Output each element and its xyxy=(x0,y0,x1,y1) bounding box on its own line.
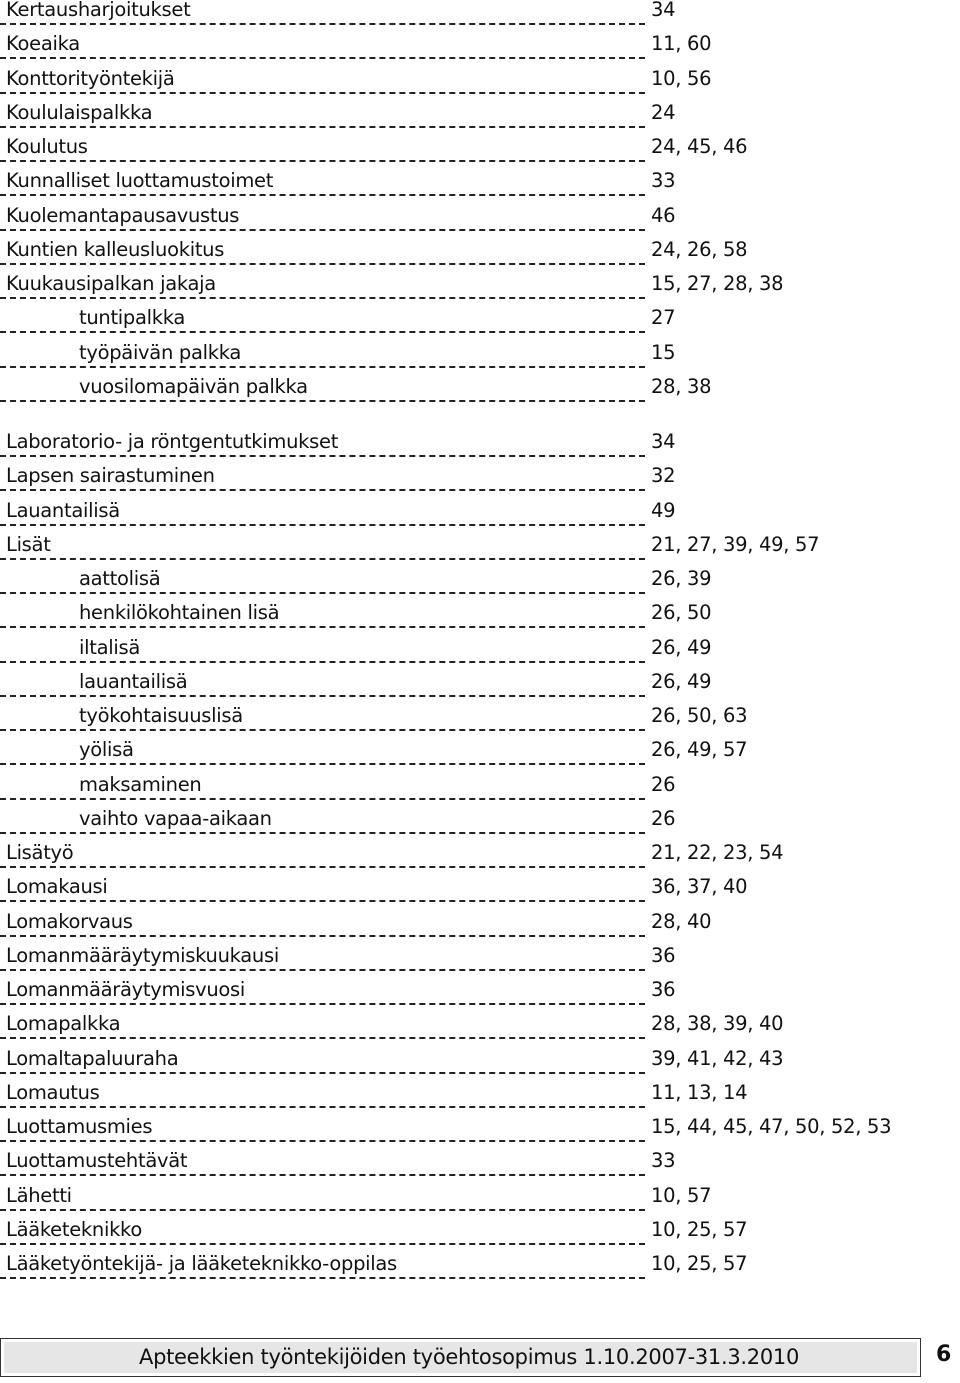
dashed-rule xyxy=(0,489,645,491)
index-entry xyxy=(0,171,960,205)
index-page-numbers: 33 xyxy=(651,169,676,193)
dashed-rule xyxy=(0,1140,645,1142)
index-term: Lomanmääräytymiskuukausi xyxy=(6,943,279,967)
index-term: Kuukausipalkan jakaja xyxy=(6,272,216,295)
index-term: Koeaika xyxy=(6,32,80,56)
index-page-numbers: 34 xyxy=(651,0,676,21)
index-page-numbers: 15 xyxy=(651,340,676,364)
dashed-rule xyxy=(0,1003,645,1005)
index-subentry xyxy=(0,706,960,740)
index-page-numbers: 28, 38, 39, 40 xyxy=(651,1012,784,1036)
index-page-numbers: 28, 40 xyxy=(651,909,712,933)
index-page-numbers: 24 xyxy=(651,100,676,124)
index-term: Kuntien kalleusluokitus xyxy=(6,237,225,261)
dashed-rule xyxy=(0,297,645,299)
index-page-numbers: 21, 22, 23, 54 xyxy=(651,841,784,864)
index-page-numbers: 10, 25, 57 xyxy=(651,1252,748,1275)
index-term: aattolisä xyxy=(79,567,161,590)
index-page-numbers: 34 xyxy=(651,430,676,453)
index-entry xyxy=(0,1080,960,1117)
index-page-numbers: 36 xyxy=(651,978,676,1001)
dashed-rule xyxy=(0,331,645,333)
index-entry xyxy=(0,34,960,68)
index-term: maksaminen xyxy=(79,772,202,796)
dashed-rule xyxy=(0,1243,645,1245)
index-entry xyxy=(0,1151,960,1185)
index-entry xyxy=(0,532,960,569)
dashed-rule xyxy=(0,763,645,765)
dashed-rule xyxy=(0,400,645,402)
index-page-numbers: 10, 56 xyxy=(651,66,712,90)
index-page-numbers: 26, 49 xyxy=(651,635,712,659)
index-page-numbers: 24, 26, 58 xyxy=(651,237,748,261)
index-page-numbers: 26 xyxy=(651,772,676,796)
index-entry xyxy=(0,1254,960,1288)
index-page-numbers: 26, 50 xyxy=(651,601,712,625)
dashed-rule xyxy=(0,900,645,902)
index-page-numbers: 26 xyxy=(651,806,676,830)
index-page-numbers: 39, 41, 42, 43 xyxy=(651,1046,784,1070)
index-page-numbers: 26, 50, 63 xyxy=(651,704,748,727)
dashed-rule xyxy=(0,160,645,162)
index-entry xyxy=(0,1014,960,1048)
index-entry xyxy=(0,1217,960,1254)
index-entry xyxy=(0,1046,960,1083)
index-term: vaihto vapaa-aikaan xyxy=(79,806,272,830)
index-page-numbers: 26, 49, 57 xyxy=(651,738,748,762)
index-term: Lisät xyxy=(6,532,51,556)
index-term: Kunnalliset luottamustoimet xyxy=(6,169,274,193)
index-subentry xyxy=(0,669,960,706)
index-page-numbers: 26, 49 xyxy=(651,669,712,693)
dashed-rule xyxy=(0,92,645,94)
dashed-rule xyxy=(0,23,645,25)
index-entry xyxy=(0,137,960,171)
index-page-numbers: 46 xyxy=(651,203,676,227)
index-term: henkilökohtainen lisä xyxy=(79,601,280,625)
index-term: Lomaltapaluuraha xyxy=(6,1046,179,1070)
dashed-rule xyxy=(0,969,645,971)
dashed-rule xyxy=(0,832,645,834)
index-term: Lääketyöntekijä- ja lääketeknikko-oppilas xyxy=(6,1252,397,1275)
dashed-rule xyxy=(0,263,645,265)
dashed-rule xyxy=(0,524,645,526)
index-page-numbers: 10, 57 xyxy=(651,1183,712,1207)
index-page-numbers: 11, 60 xyxy=(651,32,712,56)
index-page-numbers: 27 xyxy=(651,306,676,330)
index-page-numbers: 24, 45, 46 xyxy=(651,135,748,158)
index-page-numbers: 36 xyxy=(651,943,676,967)
index-term: Lomanmääräytymisvuosi xyxy=(6,978,246,1001)
index-term: Lähetti xyxy=(6,1183,72,1207)
dashed-rule xyxy=(0,695,645,697)
index-term: Kuolemantapausavustus xyxy=(6,203,240,227)
dashed-rule xyxy=(0,866,645,868)
index-page-numbers: 21, 27, 39, 49, 57 xyxy=(651,532,820,556)
index-subentry xyxy=(0,740,960,774)
index-entry xyxy=(0,980,960,1014)
dashed-rule xyxy=(0,592,645,594)
index-term: Lomautus xyxy=(6,1080,100,1104)
footer-banner xyxy=(0,1338,921,1377)
index-subentry xyxy=(0,308,960,342)
index-term: Lääketeknikko xyxy=(6,1217,142,1241)
index-subentry xyxy=(0,340,960,377)
footer-title: Apteekkien työntekijöiden työehtosopimus 1.10.2007-31.3.2010 xyxy=(139,1345,800,1369)
dashed-rule xyxy=(0,1209,645,1211)
index-term: Lauantailisä xyxy=(6,498,120,522)
index-entry xyxy=(0,498,960,535)
index-entry xyxy=(0,1117,960,1151)
dashed-rule xyxy=(0,558,645,560)
index-term: Koulutus xyxy=(6,135,88,158)
dashed-rule xyxy=(0,798,645,800)
index-page-numbers: 49 xyxy=(651,498,676,522)
index-subentry xyxy=(0,772,960,809)
index-subentry xyxy=(0,569,960,603)
index-entry xyxy=(0,877,960,911)
index-subentry xyxy=(0,635,960,672)
index-entry xyxy=(0,0,960,34)
dashed-rule xyxy=(0,1277,645,1279)
index-page-numbers: 28, 38 xyxy=(651,374,712,398)
index-entry xyxy=(0,432,960,466)
index-page-numbers: 15, 27, 28, 38 xyxy=(651,272,784,295)
index-term: työkohtaisuuslisä xyxy=(79,704,243,727)
index-subentry xyxy=(0,603,960,637)
dashed-rule xyxy=(0,1174,645,1176)
dashed-rule xyxy=(0,455,645,457)
index-term: Lapsen sairastuminen xyxy=(6,464,215,488)
index-page-numbers: 11, 13, 14 xyxy=(651,1080,748,1104)
index-entry xyxy=(0,943,960,980)
index-term: Laboratorio- ja röntgentutkimukset xyxy=(6,430,339,453)
index-entry xyxy=(0,237,960,274)
index-term: Lomapalkka xyxy=(6,1012,121,1036)
index-entry xyxy=(0,203,960,240)
index-term: Kertausharjoitukset xyxy=(6,0,191,21)
index-entry xyxy=(0,100,960,137)
index-page-numbers: 10, 25, 57 xyxy=(651,1217,748,1241)
dashed-rule xyxy=(0,661,645,663)
index-page-numbers: 36, 37, 40 xyxy=(651,875,748,899)
index-page-numbers: 15, 44, 45, 47, 50, 52, 53 xyxy=(651,1115,892,1138)
index-term: työpäivän palkka xyxy=(79,340,242,364)
index-entry xyxy=(0,274,960,308)
index-page-numbers: 26, 39 xyxy=(651,567,712,590)
index-term: tuntipalkka xyxy=(79,306,186,330)
index-term: Lomakausi xyxy=(6,875,108,899)
index-page-numbers: 32 xyxy=(651,464,676,488)
index-term: iltalisä xyxy=(79,635,140,659)
dashed-rule xyxy=(0,366,645,368)
index-page-numbers: 33 xyxy=(651,1149,676,1173)
index-section-l xyxy=(0,432,960,1288)
index-entry xyxy=(0,909,960,946)
index-term: Koululaispalkka xyxy=(6,100,153,124)
index-term: vuosilomapäivän palkka xyxy=(79,374,308,398)
index-subentry xyxy=(0,374,960,411)
index-term: Lomakorvaus xyxy=(6,909,133,933)
index-section-k xyxy=(0,0,960,411)
index-entry xyxy=(0,843,960,877)
dashed-rule xyxy=(0,126,645,128)
dashed-rule xyxy=(0,1106,645,1108)
dashed-rule xyxy=(0,935,645,937)
index-term: Konttorityöntekijä xyxy=(6,66,175,90)
index-term: yölisä xyxy=(79,738,134,762)
index-term: Lisätyö xyxy=(6,841,74,864)
index-term: lauantailisä xyxy=(79,669,188,693)
page-number: 6 xyxy=(936,1342,952,1367)
dashed-rule xyxy=(0,1072,645,1074)
dashed-rule xyxy=(0,729,645,731)
index-term: Luottamustehtävät xyxy=(6,1149,188,1173)
index-term: Luottamusmies xyxy=(6,1115,153,1138)
index-entry xyxy=(0,466,960,500)
dashed-rule xyxy=(0,194,645,196)
dashed-rule xyxy=(0,229,645,231)
index-subentry xyxy=(0,806,960,843)
dashed-rule xyxy=(0,626,645,628)
dashed-rule xyxy=(0,57,645,59)
dashed-rule xyxy=(0,1037,645,1039)
index-entry xyxy=(0,1183,960,1220)
index-entry xyxy=(0,66,960,103)
